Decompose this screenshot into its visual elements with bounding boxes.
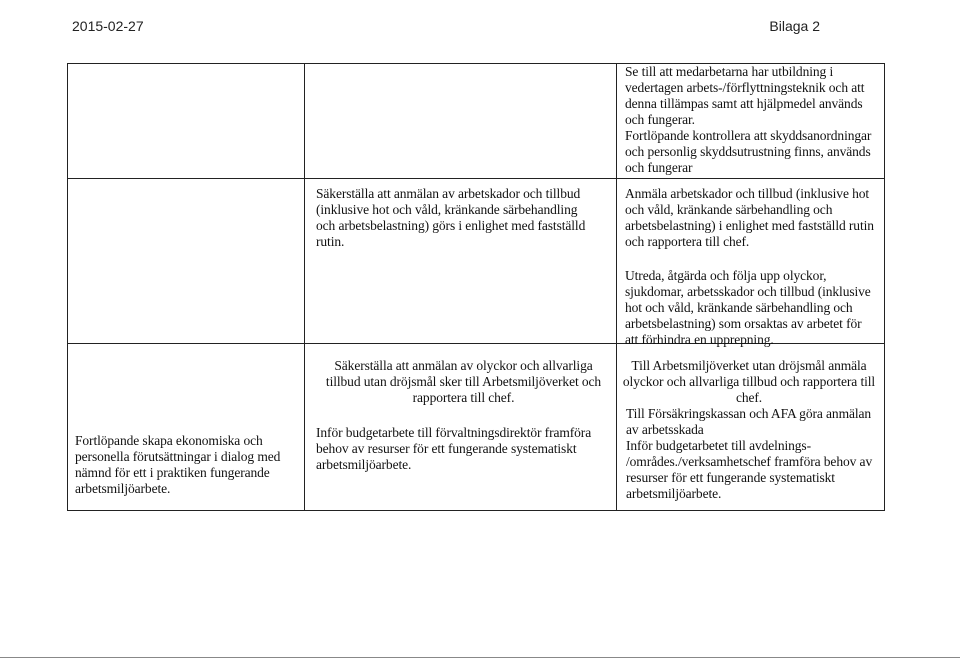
column-divider-1 — [304, 63, 305, 511]
attachment-label: Bilaga 2 — [769, 18, 820, 34]
row2-col3-paragraph-2: Utreda, åtgärda och följa upp olyckor, sjukdomar, arbetsskador och tillbud (inklusive hot och våld, kränkande särbehandling och arbetsbelastning) som orsaktas av arbetet för att förhindra en upprepning. — [625, 268, 871, 347]
row3-col1-cell — [75, 433, 300, 497]
page-bottom-rule — [0, 657, 960, 658]
row3-col2-cell — [316, 358, 611, 473]
row-divider-1 — [67, 178, 885, 179]
document-date: 2015-02-27 — [72, 18, 144, 34]
row2-col3-paragraph-1: Anmäla arbetskador och tillbud (inklusive hot och våld, kränkande särbehandling och arbetsbelastning) i enlighet med fastställd rutin och rapportera till chef. — [625, 186, 874, 249]
row1-col3-cell — [625, 64, 880, 176]
row1-col3-paragraph-1: Se till att medarbetarna har utbildning i vedertagen arbets-/förflyttningsteknik och att denna tillämpas samt att hjälpmedel används och fungerar. — [625, 64, 865, 127]
row3-col3-paragraph-2: Till Försäkringskassan och AFA göra anmälan av arbetsskada — [626, 406, 872, 437]
table-border-right — [884, 63, 885, 511]
table-border-left — [67, 63, 68, 511]
row3-col2-paragraph-1: Säkerställa att anmälan av olyckor och allvarliga tillbud utan dröjsmål sker till Arbetsmiljöverket och rapportera till chef. — [325, 358, 602, 405]
row3-col2-paragraph-2: Inför budgetarbete till förvaltningsdirektör framföra behov av resurser för ett fungerande systematiskt arbetsmiljöarbete. — [316, 425, 592, 472]
row2-col2-cell — [316, 186, 611, 250]
row3-col1-paragraph: Fortlöpande skapa ekonomiska och personella förutsättningar i dialog med nämnd för ett i praktiken fungerande arbetsmiljöarbete. — [75, 433, 281, 496]
row3-col3-paragraph-3: Inför budgetarbetet till avdelnings- /områdes./verksamhetschef framföra behov av resurser för ett fungerande systematiskt arbetsmiljöarbete. — [626, 438, 873, 501]
row2-col3-cell — [625, 186, 880, 348]
row2-col2-paragraph: Säkerställa att anmälan av arbetskador och tillbud (inklusive hot och våld, kränkande särbehandling och arbetsbelastning) görs i enlighet med fastställd rutin. — [316, 186, 586, 249]
row3-col3-cell — [616, 358, 882, 502]
table-border-bottom — [67, 510, 885, 511]
row3-col3-paragraph-1: Till Arbetsmiljöverket utan dröjsmål anmäla olyckor och allvarliga tillbud och rapportera till chef. — [622, 358, 876, 405]
row1-col3-paragraph-2: Fortlöpande kontrollera att skyddsanordningar och personlig skyddsutrustning finns, används och fungerar — [625, 128, 872, 175]
